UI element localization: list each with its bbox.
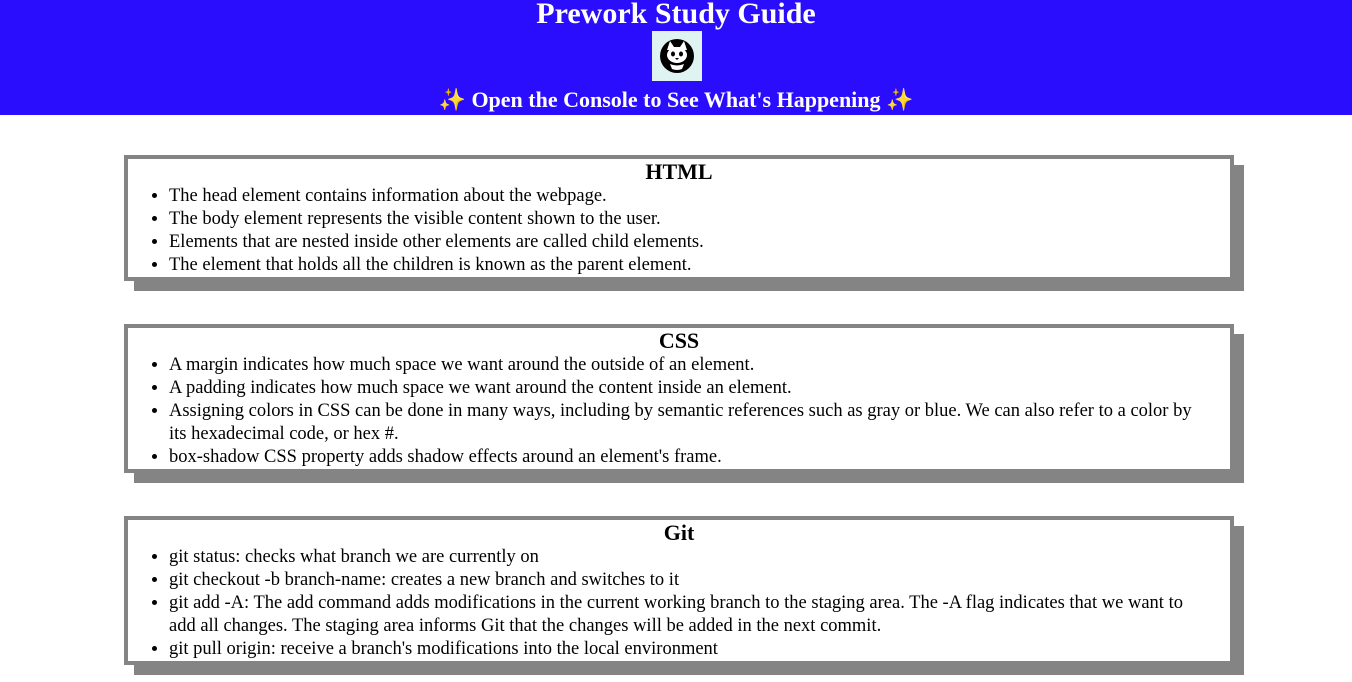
list-item: • A padding indicates how much space we want around the content inside an element. [169,377,1230,400]
page-header [0,0,1352,115]
list-item: • The body element represents the visible content shown to the user. [169,208,1230,231]
section-list [128,354,1230,469]
section-list [128,185,1230,277]
list-item: • A margin indicates how much space we want around the outside of an element. [169,354,1230,377]
list-item: • git add -A: The add command adds modifications in the current working branch to the staging area. The -A flag indicates that we want to add all changes. The staging area informs Git that the changes will be added in the next commit. [169,592,1230,638]
list-item: • box-shadow CSS property adds shadow effects around an element's frame. [169,446,1230,469]
list-item: • git checkout -b branch-name: creates a new branch and switches to it [169,569,1230,592]
console-hint-text: Open the Console to See What's Happening [471,87,881,112]
list-item: • git pull origin: receive a branch's modifications into the local environment [169,638,1230,661]
section-git [124,516,1234,665]
list-item: • Elements that are nested inside other elements are called child elements. [169,231,1230,254]
cat-avatar-icon [652,31,702,81]
list-item: • git status: checks what branch we are currently on [169,546,1230,569]
sparkle-icon: ✨ [438,87,466,112]
list-item: • The element that holds all the children is known as the parent element. [169,254,1230,277]
page-title: Prework Study Guide [536,0,816,30]
section-title: HTML [645,159,713,184]
section-title: CSS [658,328,700,353]
sparkle-icon: ✨ [886,87,914,112]
list-item: • The head element contains information about the webpage. [169,185,1230,208]
section-css [124,324,1234,473]
console-hint [0,86,1352,114]
section-list [128,546,1230,661]
section-html [124,155,1234,281]
section-title: Git [663,520,695,545]
list-item: • Assigning colors in CSS can be done in many ways, including by semantic references such as gray or blue. We can also refer to a color by its hexadecimal code, or hex #. [169,400,1230,446]
